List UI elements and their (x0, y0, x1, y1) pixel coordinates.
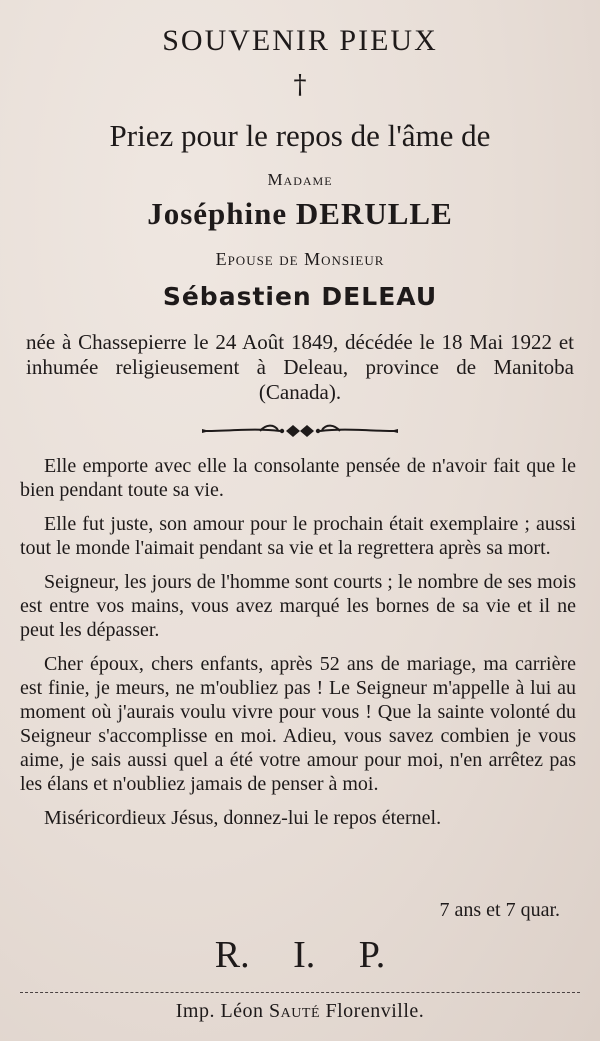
spouse-prefix: Epouse de Monsieur (215, 249, 385, 269)
honorific: Madame (267, 170, 333, 189)
divider (20, 992, 580, 993)
life-details: née à Chassepierre le 24 Août 1849, décédée le 18 Mai 1922 et inhumée religieusement à Deleau, province de Manitoba (Canada). (26, 330, 574, 404)
cross-icon: † (293, 70, 307, 100)
printer-surname: Sauté (269, 1000, 320, 1022)
paragraph: Elle fut juste, son amour pour le prochain était exemplaire ; aussi tout le monde l'aimait pendant sa vie et la regrettera après sa mort. (20, 513, 576, 559)
prayer-line: Priez pour le repos de l'âme de (109, 118, 491, 153)
spouse-name: Sébastien DELEAU (162, 282, 438, 311)
paragraph: Cher époux, chers enfants, après 52 ans de mariage, ma carrière est finie, je meurs, ne m'oubliez pas ! Le Seigneur m'appelle à lui au moment où j'aurais voulu vivre pour vous ! Que la sainte volonté du Seigneur s'accomplisse en moi. Adieu, vous savez combien je vous aime, je sais aussi quel a été votre amour pour moi, n'en arrêtez pas les élans et n'oubliez jamais de penser à moi. (20, 653, 576, 795)
printer-line (0, 1000, 600, 1023)
paragraph: Miséricordieux Jésus, donnez-lui le repos éternel. (44, 807, 442, 829)
paragraph: Seigneur, les jours de l'homme sont courts ; le nombre de ses mois est entre vos mains, vous avez marqué les bornes de sa vie et il ne peut les dépasser. (20, 571, 576, 641)
deceased-name: Joséphine DERULLE (147, 196, 453, 231)
ornamental-divider-icon (200, 418, 400, 444)
rip-inscription: R. I. P. (214, 934, 386, 976)
message-body (20, 454, 576, 830)
printer-prefix: Imp. Léon (175, 1000, 264, 1022)
printer-town: Florenville. (325, 1000, 425, 1022)
indulgence-note: 7 ans et 7 quar. (439, 899, 560, 921)
card-title: SOUVENIR PIEUX (162, 24, 438, 57)
paragraph: Elle emporte avec elle la consolante pensée de n'avoir fait que le bien pendant toute sa vie. (20, 455, 576, 501)
